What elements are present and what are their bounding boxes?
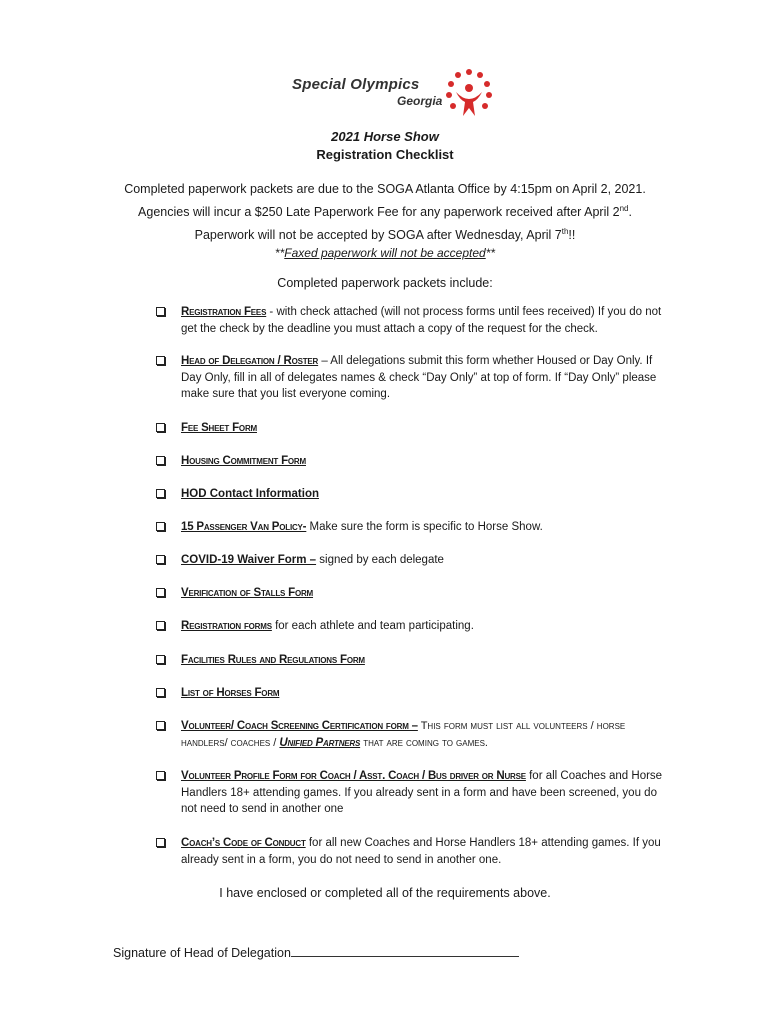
checkbox-icon[interactable]: [156, 655, 165, 664]
checkbox-icon[interactable]: [156, 522, 165, 531]
checklist-page: Special Olympics Georgia 2021 Horse Show Registration Checklist Completed paperwork packets are due to the SOGA Atlanta Office by 4:15pm on April 2, 2021. Agencies will incur a $250 Late Paperwork Fee for any paperwork received after April 2nd. Paperwork will not be accepted by SOGA after Wednesday, April 7th!! **Faxed paperwork will not be accepted** Completed paperwork packets include: Registration Fees - with check attached (will not process forms until fees received) If you do not get the check by the deadline you must attach a copy of the request for the check. Head of Delegation / Roster – All delegations submit this form whether Housed or Day Only. If Day Only, fill in all of delegates names & check “Day Only” at top of form. If “Day Only” please make sure that you list everyone coming. Fee Sheet Form Housing Commitment Form HOD Contact Information 15 Passenger Van Policy- Make sure the form is specific to Horse Show. COVID-19 Waiver Form – signed by each delegate Verification of Stalls Form Registration forms for each athlete and team participating. Facilities Rules and Regulations Form List of Horses Form Volunteer/ Coach Screening Certification form – This form must list all volunteers / horse handlers/ coaches / Unified Partners that are coming to games. Volunteer Profile Form for Coach / Asst. Coach / Bus driver or Nurse for all Coaches and Horse Handlers 18+ attending games. If you already sent in a form and have been screened, you do not need to send in another one Coach’s Code of Conduct for all new Coaches and Horse Handlers 18+ attending games. If you already sent in a form, you do not need to send in another one. I have enclosed or completed all of the requirements above. Signature of Head of Delegation: [0, 0, 770, 1024]
checkbox-icon[interactable]: [156, 588, 165, 597]
include-heading: Completed paperwork packets include:: [277, 276, 493, 290]
checkbox-icon[interactable]: [156, 771, 165, 780]
signature-field[interactable]: [113, 944, 519, 960]
logo-name: Special Olympics: [292, 76, 420, 93]
checkbox-icon[interactable]: [156, 356, 165, 365]
special-olympics-logo: [292, 66, 502, 122]
intro-line-3: Paperwork will not be accepted by SOGA after Wednesday, April 7th!!: [194, 227, 576, 243]
page-subtitle: Registration Checklist: [316, 147, 454, 162]
checkbox-icon[interactable]: [156, 688, 165, 697]
signature-line[interactable]: [291, 944, 519, 957]
checkbox-icon[interactable]: [156, 555, 165, 564]
checkbox-icon[interactable]: [156, 489, 165, 498]
intro-line-1: Completed paperwork packets are due to the SOGA Atlanta Office by 4:15pm on April 2, 2021.: [124, 182, 646, 196]
faxed-notice: **Faxed paperwork will not be accepted**: [274, 246, 496, 260]
page-title: 2021 Horse Show: [331, 129, 439, 144]
logo-region: Georgia: [397, 94, 443, 108]
checkbox-icon[interactable]: [156, 721, 165, 730]
confirmation-statement: I have enclosed or completed all of the requirements above.: [219, 886, 551, 900]
checkbox-icon[interactable]: [156, 456, 165, 465]
checkbox-icon[interactable]: [156, 621, 165, 630]
signature-label: Signature of Head of Delegation: [113, 946, 291, 960]
checkbox-icon[interactable]: [156, 307, 165, 316]
intro-line-2: Agencies will incur a $250 Late Paperwork Fee for any paperwork received after April 2nd.: [138, 204, 632, 220]
checkbox-icon[interactable]: [156, 423, 165, 432]
special-olympics-emblem-icon: [444, 66, 494, 118]
checkbox-icon[interactable]: [156, 838, 165, 847]
intro-paragraph: [0, 180, 770, 245]
